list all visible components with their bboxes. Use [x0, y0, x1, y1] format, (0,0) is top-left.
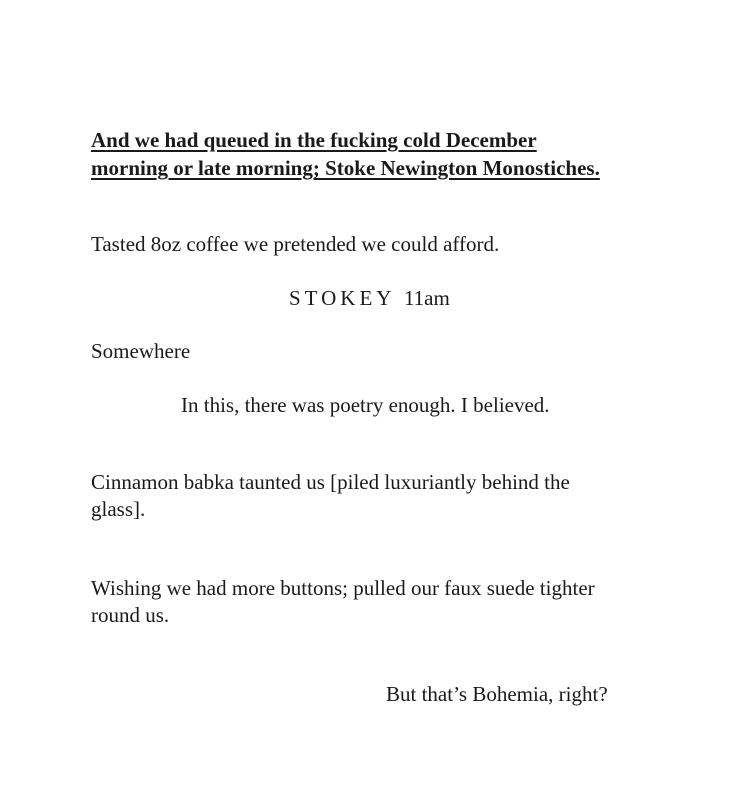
poem-line-somewhere: Somewhere: [91, 339, 191, 363]
poem-line-babka-1: Cinnamon babka taunted us [piled luxuriantly behind the: [91, 470, 570, 494]
poem-line-buttons-2: round us.: [91, 603, 170, 627]
poem-line-bohemia: But that’s Bohemia, right?: [386, 682, 608, 706]
poem-title-line-1: And we had queued in the fucking cold December: [91, 128, 537, 152]
stokey-time: 11am: [403, 286, 450, 310]
poem-title: [91, 126, 600, 182]
poem-title-line-2: morning or late morning; Stoke Newington Monostiches.: [91, 156, 600, 180]
poem-line-buttons-1: Wishing we had more buttons; pulled our faux suede tighter: [91, 576, 595, 600]
poem-line-babka-2: glass].: [91, 497, 146, 521]
poem-line-stokey: [289, 285, 450, 312]
poem-line-poetry: In this, there was poetry enough. I believed.: [181, 393, 550, 417]
stokey-word: STOKEY: [289, 286, 395, 310]
poem-line-coffee: Tasted 8oz coffee we pretended we could afford.: [91, 232, 500, 256]
